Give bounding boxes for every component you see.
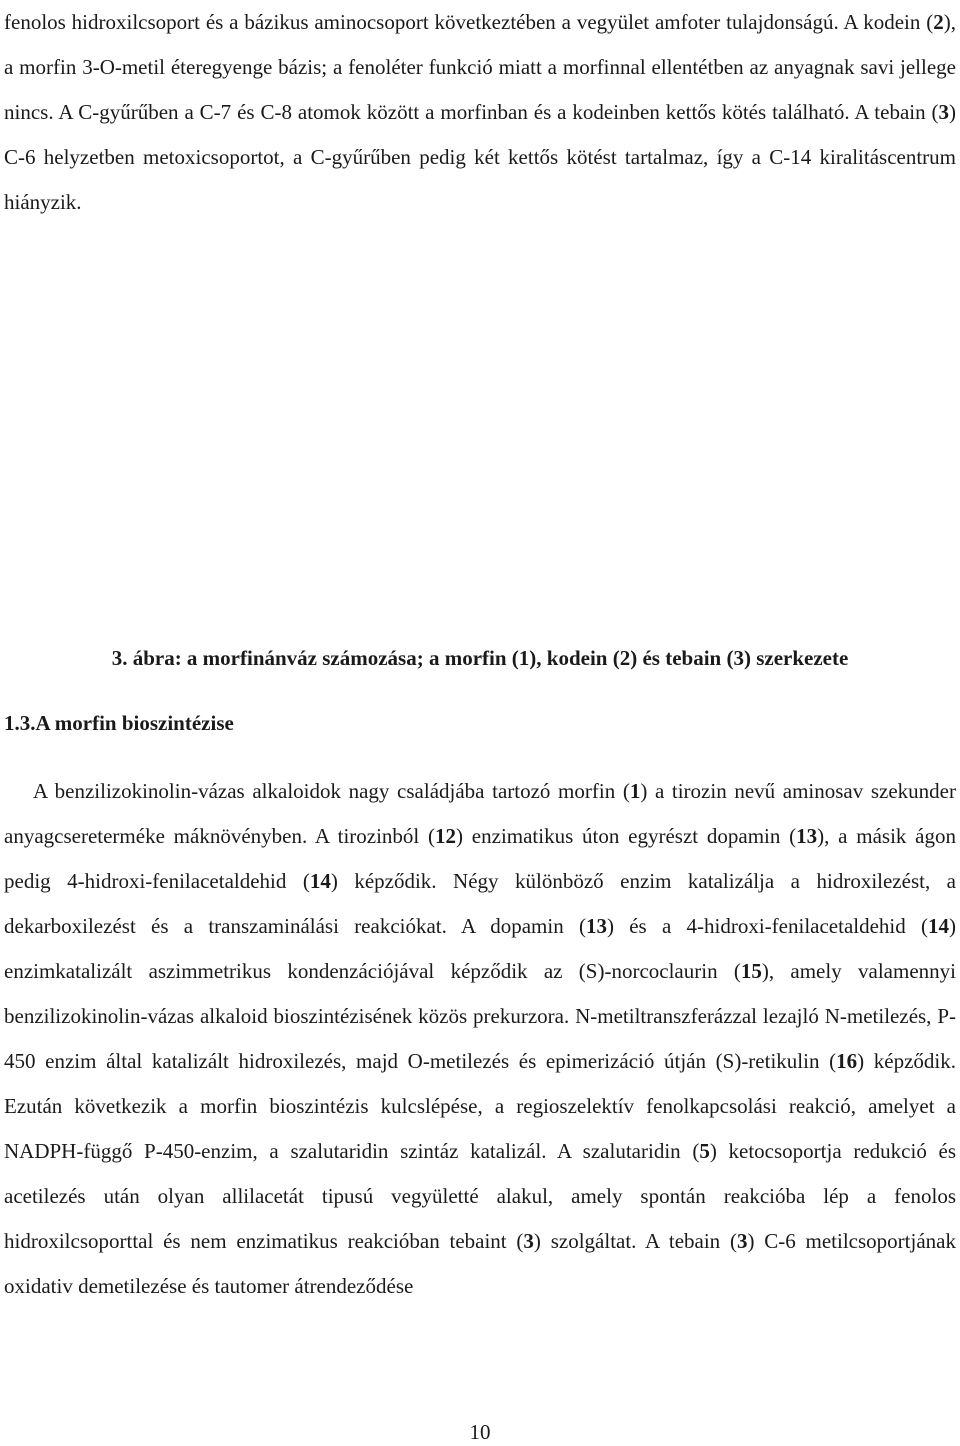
compound-number: 3: [736, 1229, 748, 1253]
text-run: ) C-6 metilcsoportjának oxidativ demetilezése és tautomer átrendeződése: [4, 1229, 956, 1298]
page-number: 10: [469, 1420, 491, 1444]
text-run: ) szolgáltat. A tebain (: [533, 1229, 737, 1253]
text-run: ) képződik. Ezután következik a morfin bioszintézis kulcslépése, a regioszelektív fenolkapcsolási reakció, amelyet a NADPH-függő P-450-enzim, a szalutaridin szintáz katalizál. A szalutaridin (: [4, 1049, 956, 1163]
compound-number: 13: [796, 824, 818, 848]
text-run: ) képződik. Négy különböző enzim katalizálja a hidroxilezést, a dekarboxilezést és a transzaminálási reakciókat. A dopamin (: [4, 869, 957, 938]
compound-number: 2: [933, 10, 944, 34]
text-run: ) enzimkatalizált aszimmetrikus kondenzációjával képződik az (S)-norcoclaurin (: [4, 914, 956, 983]
text-run: ), a másik ágon pedig 4-hidroxi-fenilacetaldehid (: [4, 824, 957, 893]
text-run: ), a morfin 3-O-metil éteregyenge bázis; a fenoléter funkció miatt a morfinnal ellentétben az anyagnak savi jellege nincs. A C-gyűrűben a C-7 és C-8 atomok között a morfinban és a kodeinben kettős kötés található. A tebain (: [4, 10, 956, 124]
document-page: [4, 0, 956, 1446]
text-run: ) enzimatikus úton egyrészt dopamin (: [456, 824, 797, 848]
compound-number: 3: [938, 100, 949, 124]
body-paragraph: [4, 769, 956, 1309]
compound-number: 14: [928, 914, 949, 938]
compound-number: 12: [435, 824, 457, 848]
text-run: ) C-6 helyzetben metoxicsoportot, a C-gyűrűben pedig két kettős kötést tartalmaz, így a C-14 kiralitáscentrum hiányzik.: [4, 100, 956, 214]
text-run: fenolos hidroxilcsoport és a bázikus aminocsoport következtében a vegyület amfoter tulajdonságú. A kodein (: [4, 10, 934, 34]
intro-paragraph: [4, 0, 956, 225]
text-run: ) és a 4-hidroxi-fenilacetaldehid (: [606, 914, 928, 938]
text-run: ) a tirozin nevű aminosav szekunder anyagcseretermékе máknövényben. A tirozinból (: [4, 779, 956, 848]
figure-caption: 3. ábra: a morfinánváz számozása; a morfin (1), kodein (2) és tebain (3) szerkezete: [111, 646, 849, 670]
compound-number: 15: [740, 959, 762, 983]
compound-number: 3: [523, 1229, 534, 1253]
compound-number: 5: [699, 1139, 710, 1163]
text-run: ), amely valamennyi benzilizokinolin-vázas alkaloid bioszintézisének közös prekurzora. N-metiltranszferázzal lezajló N-metilezés, P-450 enzim által katalizált hidroxilezés, majd O-metilezés és epimerizáció útján (S)-retikulin (: [4, 959, 956, 1073]
compound-number: 1: [629, 779, 641, 803]
compound-number: 16: [836, 1049, 858, 1073]
compound-number: 14: [309, 869, 331, 893]
section-heading: 1.3.A morfin bioszintézise: [4, 711, 234, 735]
compound-number: 13: [585, 914, 607, 938]
text-run: ) ketocsoportja redukció és acetilezés után olyan allilacetát tipusú vegyületté alakul, amely spontán reakcióba lép a fenolos hidroxilcsoporttal és nem enzimatikus reakcióban tebaint (: [4, 1139, 956, 1253]
text-run: A benzilizokinolin-vázas alkaloidok nagy családjába tartozó morfin (: [33, 779, 630, 803]
